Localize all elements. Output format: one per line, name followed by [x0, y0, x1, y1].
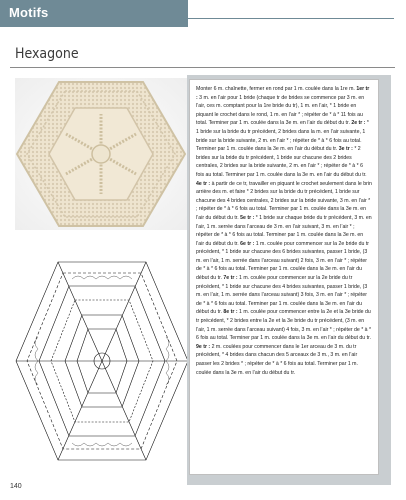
- pattern-title: Hexagone: [15, 46, 79, 62]
- round-2-label: 2e tr :: [351, 120, 366, 127]
- hexagon-motif-photo: [15, 78, 187, 230]
- round-9-label: 9e tr :: [196, 343, 211, 350]
- instructions-text-box: [189, 79, 379, 475]
- round-5-text: * 1 bride sur chaque bride du tr précédent, 3 m. en l’air, 1 m. serrée dans l’arceau de 3 m. en l’air suivant, 3 m. en l’air * ; répéter de * à * 6 fois au total. Terminer par 1 m. coulée dans la 3e m. en l’air du début du tr.: [196, 214, 372, 247]
- page-number: 140: [10, 483, 22, 490]
- section-header-bar: [0, 0, 188, 27]
- round-2-text: * 1 bride sur la bride du tr précédent, 2 brides dans la m. en l’air suivante, 1 bride sur la bride suivante, 2 m. en l’air * ; répéter de * à * 6 fois au total. Terminer par 1 m. coulée dans la 3e m. en l’air du début du tr.: [196, 120, 369, 153]
- round-7-text: 1 m. coulée pour commencer sur la 2e bride du tr précédent, * 1 bride sur chacune des 4 brides suivantes, passer 1 bride, (3 m. en l’air, 1 m. serrée dans l’arceau suivant) 3 fois, 3 m. en l’air * ; répéter de * à * 6 fois au total. Terminer par 1 m. coulée dans la 3e m. en l’air du début du tr.: [196, 275, 368, 316]
- section-header-title: Motifs: [9, 5, 49, 20]
- round-6-label: 6e tr :: [240, 240, 255, 247]
- round-3-label: 3e tr :: [338, 146, 353, 153]
- round-8-label: 8e tr :: [223, 309, 238, 316]
- round-6-text: 1 m. coulée pour commencer sur la 2e bride du tr précédent, * 1 bride sur chacune des 6 brides suivantes, passer 1 bride, (3 m. en l’air, 1 m. serrée dans l’arceau suivant) 2 fois, 3 m. en l’air * ; répéter de * à * 6 fois au total. Terminer par 1 m. coulée dans la 3e m. en l’air du début du tr.: [196, 240, 370, 282]
- round-9-text: 2 m. coulées pour commencer dans le 1er arceau de 3 m. du tr précédent, * 4 brides dans chacun des 5 arceaux de 3 m., 3 m. en l’air passer les 2 brides * ; répéter de * à * 6 fois au total. Terminer par 1 m. coulée dans la 3e m. en l’air du début du tr.: [196, 343, 358, 376]
- round-8-text: 1 m. coulée pour commencer entre la 2e et la 3e bride du tr précédent, * 2 brides entre la 2e et la 3e bride du tr précédent, (3 m. en l’air, 1 m. serrée dans l’arceau suivant) 4 fois, 3 m. en l’air * ; répéter de * à * 6 fois au total. Terminer par 1 m. coulée dans la 3e m. en l’air du début du tr.: [196, 309, 372, 342]
- round-1-label: 1er tr :: [196, 86, 370, 101]
- round-4-text: à partir de ce tr, travailler en piquant le crochet seulement dans le brin arrière des m. et faire * 2 brides sur la bride du tr précédent, 1 bride sur chacune des 4 brides centrales, 2 brides sur la bride suivante, 3 m. en l’air * ; répéter de * à * 6 fois au total. Terminer par 1 m. coulée dans la 3e m. en l’air du début du tr.: [196, 180, 372, 221]
- round-1-text: 3 m. en l’air pour 1 bride (chaque tr de brides se commence par 3 m. en l’air, ces m. comptant pour la 1re bride du tr), 1 m. en l’air, * 1 bride en piquant le crochet dans le rond, 1 m. en l’air * ; répéter de * à * 11 fois au total. Terminer par 1 m. coulée dans la 3e m. en l’air du début du tr.: [196, 94, 365, 127]
- round-5-label: 5e tr :: [240, 214, 255, 221]
- round-3-text: * 2 brides sur la bride du tr précédent, 1 bride sur chacune des 2 brides centrales, 2 brides sur la bride suivante, 2 m. en l’air * ; répéter de * à * 6 fois au total. Terminer par 1 m. coulée dans la 3e m. en l’air du début du tr.: [196, 146, 367, 178]
- round-4-label: 4e tr :: [196, 180, 211, 187]
- round-7-label: 7e tr :: [223, 275, 238, 282]
- title-rule: [10, 67, 395, 68]
- crochet-chart-diagram: [14, 259, 190, 464]
- header-rule: [188, 18, 394, 19]
- instructions-intro: Monter 6 m. chaînette, fermer en rond par 1 m. coulée dans la 1re m.: [196, 86, 355, 92]
